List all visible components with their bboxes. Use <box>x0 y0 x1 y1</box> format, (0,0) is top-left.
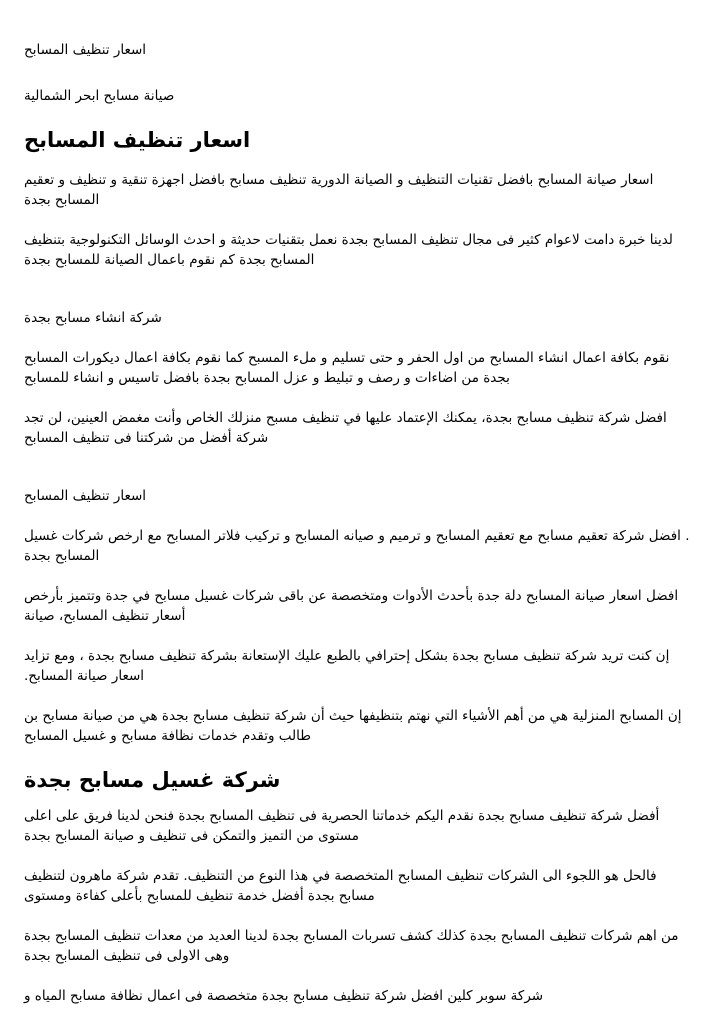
paragraph: اسعار صيانة المسابح بافضل تقنيات التنظيف و الصيانة الدورية تنظيف مسابح بافضل اجهزة تنقية و تنظيف و تعقيم المسابح بجدة <box>24 172 654 208</box>
breadcrumb-line-2: صيانة مسابح ابحر الشمالية <box>24 88 175 104</box>
section-title: شركة غسيل مسابح بجدة <box>24 768 281 792</box>
paragraph: فالحل هو اللجوء الى الشركات تنظيف المسابح المتخصصة في هذا النوع من التنظيف. تقدم شركة ماهرون لتنظيف مسابح بجدة أفضل خدمة تنظيف للمسابح بأعلى كفاءة ومستوى <box>24 868 657 904</box>
paragraph: افضل اسعار صيانة المسابح دلة جدة بأحدث الأدوات ومتخصصة عن باقى شركات غسيل مسابح في جدة وتتميز بأرخص أسعار تنظيف المسابح، صيانة <box>24 588 679 624</box>
paragraph: من اهم شركات تنظيف المسابح بجدة كذلك كشف تسربات المسابح بجدة لدينا العديد من معدات تنظيف المسابح بجدة وهى الاولى فى تنظيف المسابح بجدة <box>24 928 679 964</box>
paragraph: شركة سوبر كلين افضل شركة تنظيف مسابح بجدة متخصصة فى اعمال نظافة مسابح المياه و <box>24 988 544 1004</box>
paragraph: . افضل شركة تعقيم مسابح مع تعقيم المسابح و ترميم و صيانه المسابح و تركيب فلاتر المسابح مع ارخص شركات غسيل المسابح بجدة <box>24 528 690 564</box>
paragraph: إن المسابح المنزلية هي من أهم الأشياء التي نهتم بتنظيفها حيث أن شركة تنظيف مسابح بجدة هي من صيانة مسابح بن طالب وتقدم خدمات نظافة مسابح و غسيل المسابح <box>24 708 682 744</box>
paragraph: أفضل شركة تنظيف مسابح بجدة نقدم اليكم خدماتنا الحصرية فى تنظيف المسابح بجدة فنحن لدينا فريق على اعلى مستوى من التميز والتمكن فى تنظيف و صيانة المسابح بجدة <box>24 808 660 844</box>
paragraph: نقوم بكافة اعمال انشاء المسابح من اول الحفر و حتى تسليم و ملء المسبح كما نقوم بكافة اعمال ديكورات المسابح بجدة من اضاءات و رصف و تبليط و عزل المسابح بجدة بافضل تاسيس و انشاء للمسابح <box>24 350 670 386</box>
subheading: اسعار تنظيف المسابح <box>24 488 147 504</box>
paragraph: إن كنت تريد شركة تنظيف مسابح بجدة بشكل إحترافي بالطبع عليك الإستعانة بشركة تنظيف مسابح بجدة ، ومع تزايد اسعار صيانة المسابح. <box>24 648 670 684</box>
page-title: اسعار تنظيف المسابح <box>24 128 251 152</box>
subheading: شركة انشاء مسابح بجدة <box>24 310 162 326</box>
breadcrumb-line-1: اسعار تنظيف المسابح <box>24 42 147 58</box>
paragraph: افضل شركة تنظيف مسابح بجدة، يمكنك الإعتماد عليها في تنظيف مسبح منزلك الخاص وأنت مغمض العينين، لن تجد شركة أفضل من شركتنا فى تنظيف المسابح <box>24 410 667 446</box>
paragraph: لدينا خبرة دامت لاعوام كثير فى مجال تنظيف المسابح بجدة نعمل بتقنيات حديثة و احدث الوسائل التكنولوجية بتنظيف المسابح بجدة كم نقوم باعمال الصيانة للمسابح بجدة <box>24 232 673 268</box>
